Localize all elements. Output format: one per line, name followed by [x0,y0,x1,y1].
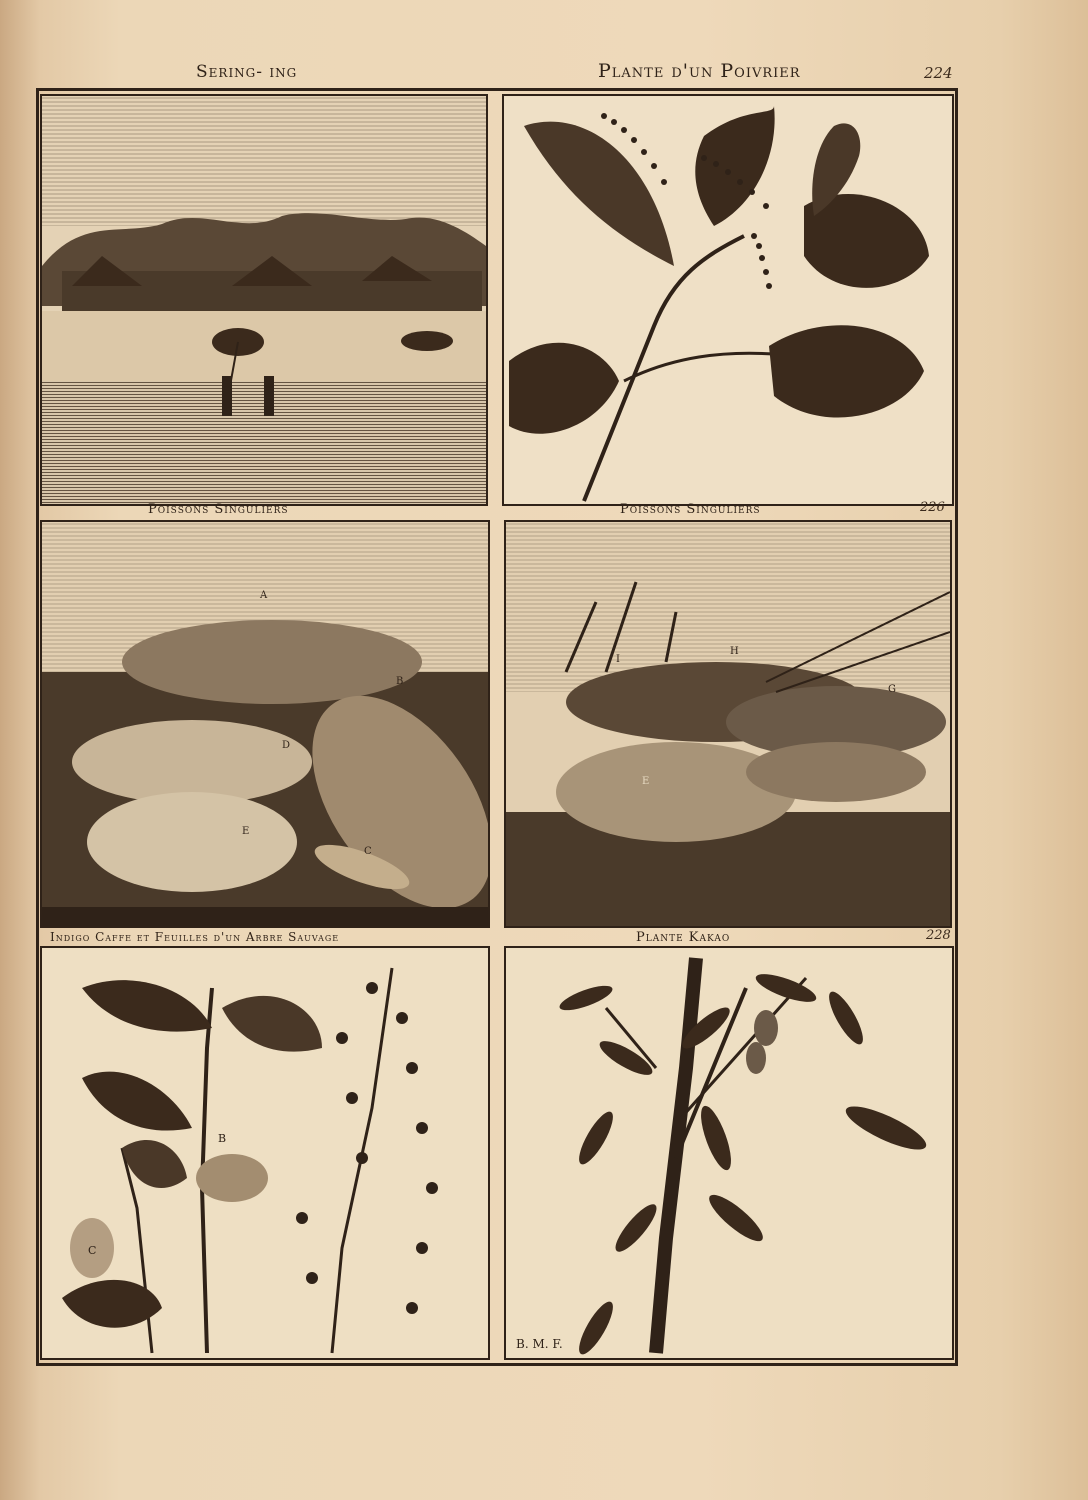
indigo-caption: Indigo Caffe et Feuilles d'un Arbre Sauvage [50,930,340,944]
fish-left-caption: Poissons Singuliers [148,502,289,517]
letter-e: E [242,826,250,837]
indigo-coffee-engraving [40,946,490,1360]
kakao-plant-engraving [504,946,954,1360]
landscape-engraving [40,94,488,506]
page-number: 224 [924,64,953,82]
letter-h: H [730,646,739,657]
header-right-title: Plante d'un Poivrier [598,60,801,82]
letter-e-right: E [642,776,650,787]
fish-right-caption: Poissons Singuliers [620,502,761,517]
fish-left-engraving [40,520,490,928]
letter-b-indigo: B [218,1132,227,1145]
letter-i: I [616,654,620,665]
letter-a: A [260,590,268,601]
letter-c-indigo: C [88,1244,97,1257]
kakao-caption: Plante Kakao [636,930,731,945]
fish-right-engraving [504,520,952,928]
engraver-signature: B. M. F. [516,1337,563,1351]
letter-b: B [396,676,404,687]
pepper-plant-engraving [502,94,954,506]
kakao-plate-number: 228 [926,928,951,943]
letter-g: G [888,684,896,695]
fish-right-plate-number: 226 [920,500,945,515]
letter-c: C [364,846,372,857]
letter-d: D [282,740,291,751]
header-left-title: Sering- ing [196,62,298,82]
